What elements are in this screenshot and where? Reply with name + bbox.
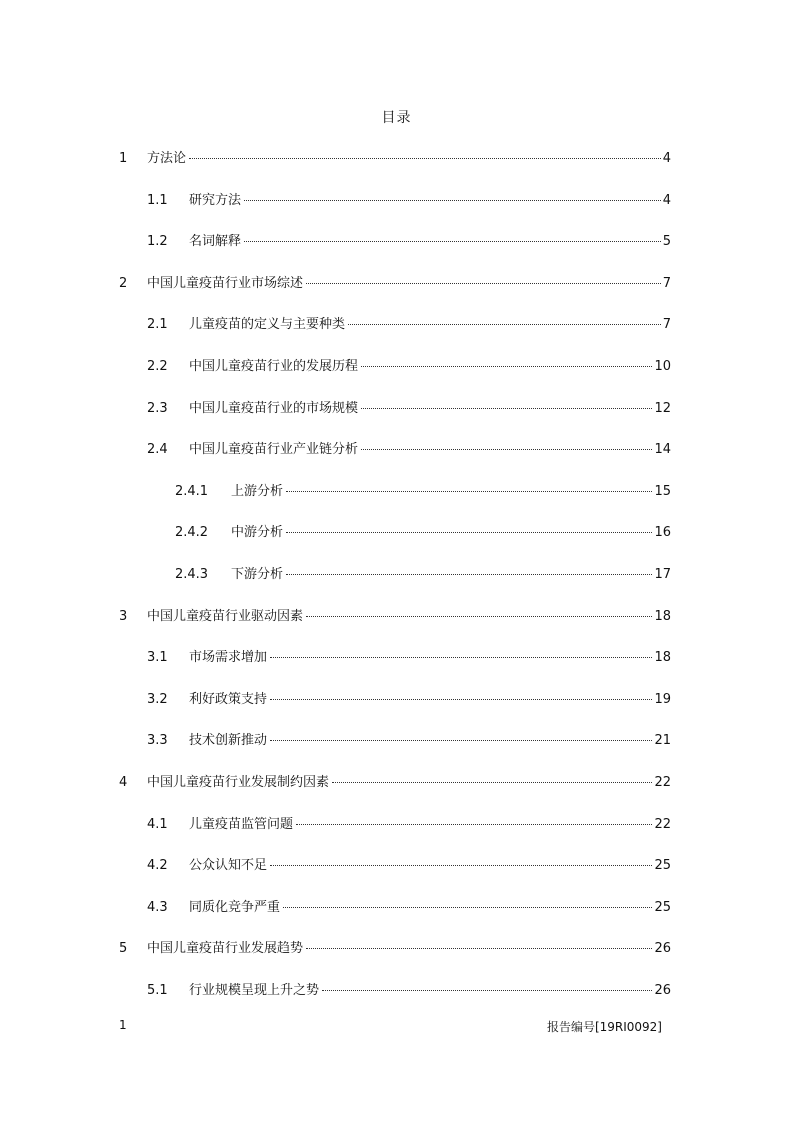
toc-entry[interactable] — [0, 304, 793, 346]
toc-leader-dots — [270, 865, 652, 866]
toc-entry-page: 22 — [654, 816, 671, 832]
toc-entry-page: 25 — [654, 899, 671, 915]
toc-entry[interactable] — [0, 388, 793, 430]
toc-leader-dots — [270, 699, 652, 700]
toc-entry-page: 4 — [662, 192, 671, 208]
toc-leader-dots — [286, 532, 652, 533]
toc-entry-number: 3.2 — [147, 691, 168, 707]
toc-entry-number: 5 — [119, 941, 128, 957]
toc-leader-dots — [348, 324, 661, 325]
toc-entry[interactable] — [0, 845, 793, 887]
toc-entry-page: 18 — [654, 650, 671, 666]
toc-entry-number: 3.1 — [147, 650, 168, 666]
toc-entry-number: 4.1 — [147, 816, 168, 832]
toc-entry-number: 4.2 — [147, 858, 168, 874]
toc-entry-label: 中国儿童疫苗行业的发展历程 — [189, 358, 359, 374]
toc-entry-label: 研究方法 — [189, 192, 242, 208]
toc-entry[interactable] — [0, 720, 793, 762]
toc-entry[interactable] — [0, 471, 793, 513]
toc-entry-page: 17 — [654, 566, 671, 582]
toc-entry[interactable] — [0, 138, 793, 180]
toc-leader-dots — [361, 408, 652, 409]
toc-entry-page: 25 — [654, 858, 671, 874]
toc-entry-page: 18 — [654, 608, 671, 624]
toc-entry-number: 1 — [119, 151, 128, 166]
toc-entry-label: 市场需求增加 — [189, 650, 268, 666]
toc-leader-dots — [286, 491, 652, 492]
toc-entry-label: 利好政策支持 — [189, 691, 268, 707]
toc-entry-page: 22 — [654, 774, 671, 790]
toc-entry-label: 技术创新推动 — [189, 733, 268, 749]
toc-leader-dots — [306, 616, 652, 617]
toc-entry-page: 26 — [654, 941, 671, 957]
toc-leader-dots — [270, 657, 652, 658]
toc-leader-dots — [296, 824, 652, 825]
toc-entry-number: 2.4.1 — [175, 483, 209, 499]
toc-entry-number: 2.4 — [147, 442, 168, 458]
toc-entry-label: 中国儿童疫苗行业发展制约因素 — [147, 774, 330, 790]
toc-entry-page: 19 — [654, 691, 671, 707]
toc-entry-label: 行业规模呈现上升之势 — [189, 982, 320, 998]
toc-entry-label: 公众认知不足 — [189, 858, 268, 874]
toc-entry[interactable] — [0, 762, 793, 804]
toc-entry-label: 中国儿童疫苗行业发展趋势 — [147, 941, 304, 957]
toc-entry-page: 16 — [654, 525, 671, 541]
toc-entry-page: 12 — [654, 400, 671, 416]
toc-entry-page: 10 — [654, 358, 671, 374]
toc-entry-number: 4.3 — [147, 899, 168, 915]
toc-leader-dots — [361, 366, 652, 367]
toc-entry-number: 2.1 — [147, 317, 168, 333]
toc-entry-number: 2 — [119, 275, 128, 291]
toc-leader-dots — [306, 283, 661, 284]
toc-entry-label: 儿童疫苗的定义与主要种类 — [189, 317, 346, 333]
toc-leader-dots — [322, 990, 652, 991]
toc-entry-label: 中国儿童疫苗行业驱动因素 — [147, 608, 304, 624]
toc-entry-label: 儿童疫苗监管问题 — [189, 816, 294, 832]
toc-leader-dots — [306, 948, 652, 949]
toc-entry[interactable] — [0, 928, 793, 970]
toc-leader-dots — [244, 241, 661, 242]
toc-entry[interactable] — [0, 679, 793, 721]
toc-entry-label: 名词解释 — [189, 234, 242, 250]
toc-entry[interactable] — [0, 512, 793, 554]
toc-entry[interactable] — [0, 554, 793, 596]
toc-entry[interactable] — [0, 346, 793, 388]
toc-entry[interactable] — [0, 596, 793, 638]
toc-entry-number: 4 — [119, 774, 128, 790]
toc-entry-number: 2.3 — [147, 400, 168, 416]
toc-entry-label: 下游分析 — [231, 566, 284, 582]
toc-entry[interactable] — [0, 263, 793, 305]
toc-entry-page: 4 — [662, 151, 671, 166]
toc-leader-dots — [189, 158, 661, 159]
toc-entry[interactable] — [0, 804, 793, 846]
toc-leader-dots — [283, 907, 652, 908]
toc-entry-number: 1.1 — [147, 192, 168, 208]
toc-leader-dots — [270, 740, 652, 741]
toc-entry-number: 2.4.3 — [175, 566, 209, 582]
toc-entry[interactable] — [0, 221, 793, 263]
toc-entry-number: 1.2 — [147, 234, 168, 250]
toc-entry-label: 中国儿童疫苗行业市场综述 — [147, 275, 304, 291]
toc-entry-page: 7 — [662, 317, 671, 333]
toc-entry-label: 中国儿童疫苗行业产业链分析 — [189, 442, 359, 458]
toc-entry-label: 中国儿童疫苗行业的市场规模 — [189, 400, 359, 416]
toc-leader-dots — [244, 200, 661, 201]
toc-entry-number: 2.4.2 — [175, 525, 209, 541]
footer-page-number: 1 — [119, 1018, 127, 1032]
toc-entry-number: 5.1 — [147, 982, 168, 998]
toc-entry[interactable] — [0, 180, 793, 222]
toc-entry-label: 中游分析 — [231, 525, 284, 541]
footer-report-id: 报告编号[19RI0092] — [546, 1020, 662, 1034]
toc-entry-page: 21 — [654, 733, 671, 749]
toc-entry-label: 同质化竞争严重 — [189, 899, 281, 915]
table-of-contents — [0, 138, 793, 1011]
toc-entry[interactable] — [0, 970, 793, 1012]
toc-entry-page: 15 — [654, 483, 671, 499]
toc-leader-dots — [332, 782, 652, 783]
toc-entry[interactable] — [0, 887, 793, 929]
toc-entry-label: 上游分析 — [231, 483, 284, 499]
toc-entry-number: 3.3 — [147, 733, 168, 749]
toc-leader-dots — [361, 449, 652, 450]
toc-entry-page: 14 — [654, 442, 671, 458]
toc-entry-page: 26 — [654, 982, 671, 998]
toc-entry[interactable] — [0, 637, 793, 679]
toc-entry-number: 3 — [119, 608, 128, 624]
toc-entry-label: 方法论 — [147, 151, 187, 166]
toc-leader-dots — [286, 574, 652, 575]
toc-title: 目录 — [381, 110, 412, 126]
toc-entry[interactable] — [0, 429, 793, 471]
toc-entry-page: 7 — [662, 275, 671, 291]
toc-entry-page: 5 — [662, 234, 671, 250]
toc-entry-number: 2.2 — [147, 358, 168, 374]
